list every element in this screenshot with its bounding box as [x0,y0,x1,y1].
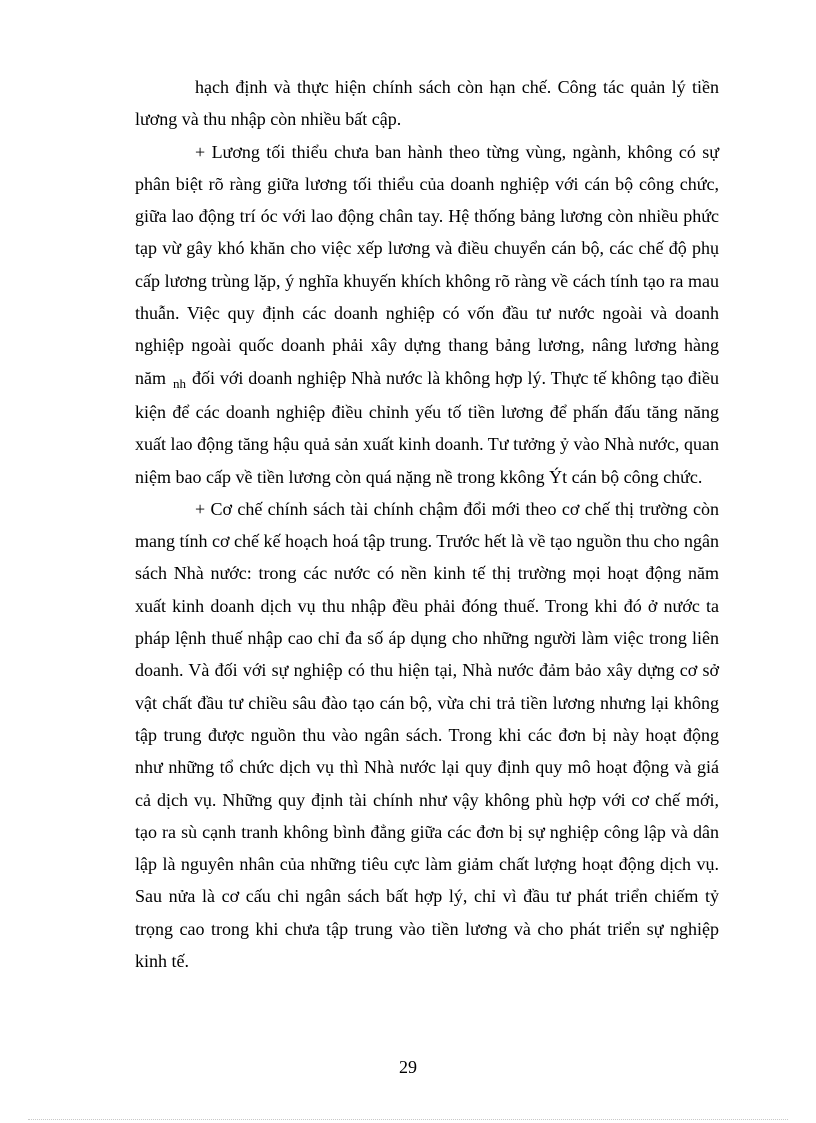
paragraph-minimum-wage-text-after: đối với doanh nghiệp Nhà nước là không hợp lý. Thực tế không tạo điều kiện để các doanh nghiệp điều chỉnh yếu tố tiền lương để phấn đấu tăng năng xuất lao động tăng hậu quả sản xuất kinh doanh. Tư tưởng ỷ vào Nhà nước, quan niệm bao cấp về tiền lương còn quá nặng nề trong kkông Ýt cán bộ công chức. [135,367,720,487]
paragraph-continuation: hạch định và thực hiện chính sách còn hạn chế. Công tác quản lý tiền lương và thu nhập còn nhiều bất cập. [135,77,719,130]
paragraph-minimum-wage [135,136,719,493]
paragraph-finance-policy: + Cơ chế chính sách tài chính chậm đổi mới theo cơ chế thị trường còn mang tính cơ chế kế hoạch hoá tập trung. Trước hết là về tạo nguồn thu cho ngân sách Nhà nước: trong các nước có nền kinh tế thị trường mọi hoạt động năm xuất kinh doanh dịch vụ thu nhập đều phải đóng thuế. Trong khi đó ở nước ta pháp lệnh thuế nhập cao chỉ đa số áp dụng cho những người làm việc trong liên doanh. Và đối với sự nghiệp có thu hiện tại, Nhà nước đảm bảo xây dựng cơ sở vật chất đầu tư chiều sâu đào tạo cán bộ, vừa chi trả tiền lương nhưng lại không tập trung được nguồn thu vào ngân sách. Trong khi các đơn bị này hoạt động như những tổ chức dịch vụ thì Nhà nước lại quy định quy mô hoạt động và giá cả dịch vụ. Những quy định tài chính như vậy không phù hợp với cơ chế mới, tạo ra sù cạnh tranh không bình đẳng giữa các đơn bị sự nghiệp công lập và dân lập là nguyên nhân của những tiêu cực làm giảm chất lượng hoạt động dịch vụ. Sau nửa là cơ cấu chi ngân sách bất hợp lý, chỉ vì đầu tư phát triển chiếm tỷ trọng cao trong khi chưa tập trung vào tiền lương và cho phát triển sự nghiệp kinh tế. [135,498,719,972]
footer-dotted-rule [28,1119,788,1120]
paragraph-minimum-wage-text-before: + Lương tối thiểu chưa ban hành theo từng vùng, ngành, không có sự phân biệt rõ ràng giữa lương tối thiểu của doanh nghiệp với cán bộ công chức, giữa lao động trí óc với lao động chân tay. Hệ thống bảng lương còn nhiều phức tạp vừ gây khó khăn cho việc xếp lương và điều chuyển cán bộ, các chế độ phụ cấp lương trùng lặp, ý nghĩa khuyến khích không rõ ràng về cách tính tạo ra mau thuẫn. Việc quy định các doanh nghiệp có vốn đầu tư nước ngoài và doanh nghiệp ngoài quốc doanh phải xây dựng thang bảng lương, nâng lương hàng năm [135,141,719,388]
subscript-note: nh [172,375,186,391]
page-body [135,71,719,977]
page-number: 29 [399,1057,417,1077]
